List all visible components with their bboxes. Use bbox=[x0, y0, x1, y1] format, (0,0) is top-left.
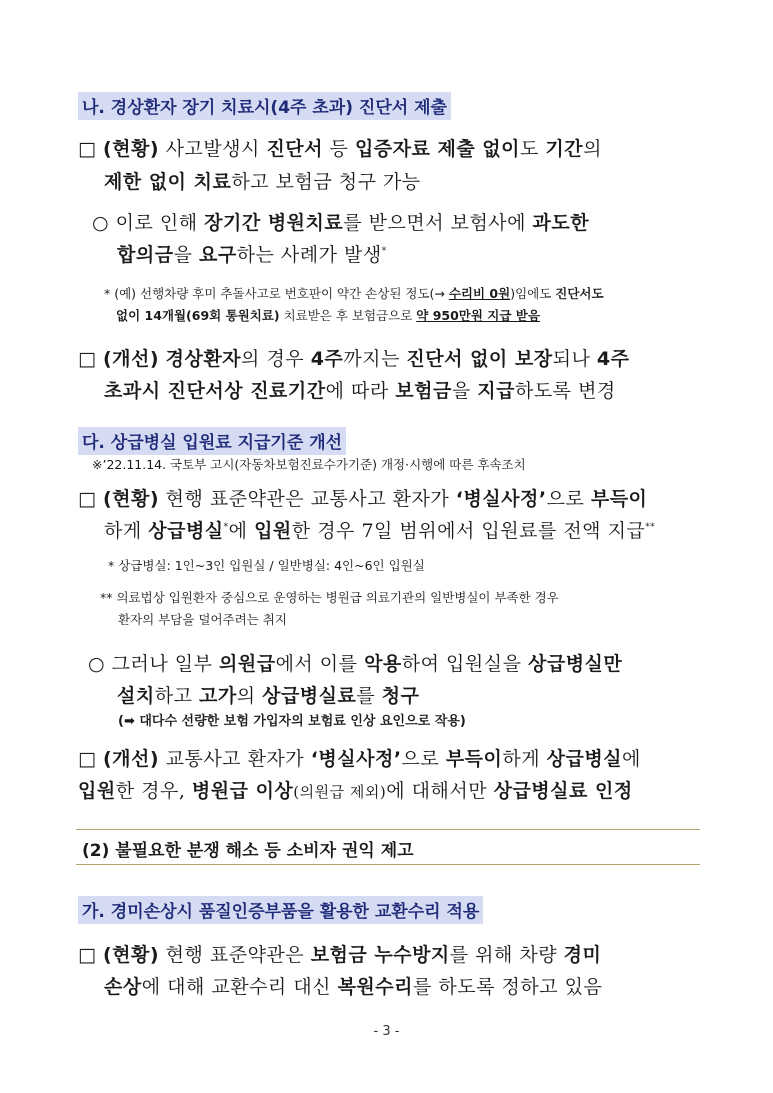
section-rule-bottom bbox=[76, 864, 700, 865]
na-sub-line2: 합의금을 요구하는 사례가 발생* bbox=[117, 244, 387, 266]
section-heading-na: 나. 경상환자 장기 치료시(4주 초과) 진단서 제출 bbox=[78, 92, 451, 120]
da-reference: ※’22.11.14. 국토부 고시(자동차보험진료수가기준) 개정·시행에 따른 후속조치 bbox=[92, 457, 526, 472]
square-bullet-icon: □ bbox=[78, 748, 97, 770]
square-bullet-icon: □ bbox=[78, 138, 97, 160]
da-current-line1: □ (현황) 현행 표준약관은 교통사고 환자가 ‘병실사정’으로 부득이 bbox=[78, 488, 648, 510]
ga-current-line1: □ (현황) 현행 표준약관은 보험금 누수방지를 위해 차량 경미 bbox=[78, 944, 602, 966]
da-sub-line1: ○ 그러나 일부 의원급에서 이를 악용하여 입원실을 상급병실만 bbox=[88, 653, 623, 675]
section-heading-2: (2) 불필요한 분쟁 해소 등 소비자 권익 제고 bbox=[82, 841, 414, 861]
da-current-line2: 하게 상급병실*에 입원한 경우 7일 범위에서 입원료를 전액 지급** bbox=[104, 520, 656, 542]
ga-current-line2: 손상에 대해 교환수리 대신 복원수리를 하도록 정하고 있음 bbox=[104, 976, 603, 998]
circle-bullet-icon: ○ bbox=[92, 212, 110, 234]
da-improve-line1: □ (개선) 교통사고 환자가 ‘병실사정’으로 부득이하게 상급병실에 bbox=[78, 748, 641, 770]
page-number: - 3 - bbox=[373, 1024, 400, 1039]
da-note2-line1: ** 의료법상 입원환자 중심으로 운영하는 병원급 의료기관의 일반병실이 부족한 경우 bbox=[100, 590, 559, 605]
na-note-line2: 없이 14개월(69회 통원치료) 치료받은 후 보험금으로 약 950만원 지급 받음 bbox=[116, 308, 540, 323]
na-current-line2: 제한 없이 치료하고 보험금 청구 가능 bbox=[104, 171, 421, 193]
da-note1: * 상급병실: 1인~3인 입원실 / 일반병실: 4인~6인 입원실 bbox=[108, 558, 425, 573]
circle-bullet-icon: ○ bbox=[88, 653, 106, 675]
na-note-line1: * (예) 선행차량 후미 추돌사고로 번호판이 약간 손상된 정도(→ 수리비 0원)임에도 진단서도 bbox=[104, 286, 604, 301]
section-heading-da: 다. 상급병실 입원료 지급기준 개선 bbox=[78, 427, 346, 455]
da-note2-line2: 환자의 부담을 덜어주려는 취지 bbox=[118, 612, 287, 627]
square-bullet-icon: □ bbox=[78, 488, 97, 510]
da-sub-line2: 설치하고 고가의 상급병실료를 청구 bbox=[117, 685, 420, 707]
section-heading-ga: 가. 경미손상시 품질인증부품을 활용한 교환수리 적용 bbox=[78, 896, 483, 924]
da-sub-impact: (➡ 대다수 선량한 보험 가입자의 보험료 인상 요인으로 작용) bbox=[118, 714, 466, 729]
square-bullet-icon: □ bbox=[78, 348, 97, 370]
na-current-line1: □ (현황) 사고발생시 진단서 등 입증자료 제출 없이도 기간의 bbox=[78, 138, 602, 160]
na-sub-line1: ○ 이로 인해 장기간 병원치료를 받으면서 보험사에 과도한 bbox=[92, 212, 590, 234]
da-improve-line2: 입원한 경우, 병원급 이상(의원급 제외)에 대해서만 상급병실료 인정 bbox=[78, 780, 633, 802]
square-bullet-icon: □ bbox=[78, 944, 97, 966]
section-rule-top bbox=[76, 829, 700, 830]
na-improve-line1: □ (개선) 경상환자의 경우 4주까지는 진단서 없이 보장되나 4주 bbox=[78, 348, 630, 370]
na-improve-line2: 초과시 진단서상 진료기간에 따라 보험금을 지급하도록 변경 bbox=[104, 380, 616, 402]
